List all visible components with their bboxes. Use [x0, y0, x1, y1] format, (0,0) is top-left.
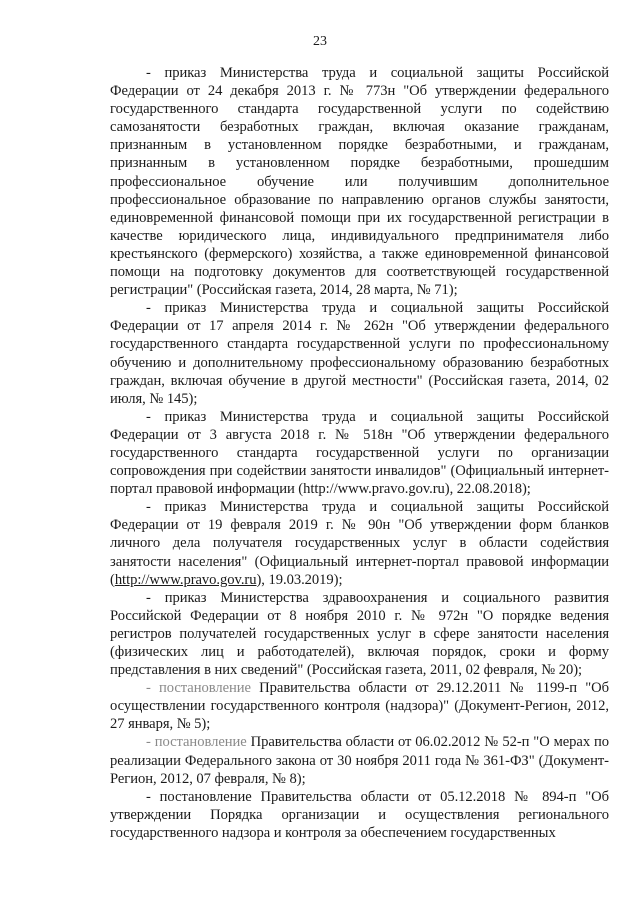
list-item [110, 408, 609, 498]
list-dash: - [146, 65, 151, 81]
item-text: Министерства труда и социальной защиты Российской Федерации от 24 декабря 2013 г. № 773н "Об утверждении федерального государственного стандарта государственной услуги по содействию самозанятости безработных граждан, включая оказание гражданам, признанным в установленном порядке безработными, и гражданам, признанным в установленном порядке безработными, прошедшим профессиональное обучение или получившим дополнительное профессиональное образование по направлению органов службы занятости, единовременной финансовой помощи при их государственной регистрации в качестве юридического лица, индивидуального предпринимателя либо крестьянского (фермерского) хозяйства, а также единовременной финансовой помощи на подготовку документов для соответствующей государственной регистрации" (Российская газета, 2014, 28 марта, № 71); [110, 65, 609, 299]
list-dash: - [146, 589, 151, 606]
item-text: Правительства области от 06.02.2012 № 52-п "О мерах по реализации Федерального закона от 30 ноября 2011 года № 361-ФЗ" (Документ-Регион, 2012, 07 февраля, № 8); [110, 734, 609, 787]
list-item [110, 679, 609, 733]
page-number: 23 [313, 34, 327, 49]
list-dash: - [146, 408, 151, 425]
list-item [110, 498, 609, 588]
item-lead: приказ [164, 408, 207, 425]
list-dash: - [146, 734, 151, 751]
item-text: Министерства здравоохранения и социального развития Российской Федерации от 8 ноября 2010 г. № 972н "О порядке ведения регистров получателей государственных услуг в сфере занятости населения (физических лиц и работодателей), включая порядок, сроки и форму представления в них сведений" (Российская газета, 2011, 02 февраля, № 20); [110, 589, 609, 679]
list-item [110, 788, 609, 842]
item-text: Министерства труда и социальной защиты Российской Федерации от 19 февраля 2019 г. № 90н "Об утверждении форм бланков личного дела получателя государственных услуг в области содействия занятости населения" (Официальный интернет-портал правовой информации ( [110, 499, 609, 588]
pravo-link[interactable]: http://www.pravo.gov.ru [114, 571, 257, 588]
item-lead: приказ [164, 300, 207, 317]
item-lead: приказ [164, 499, 207, 516]
list-item [110, 64, 609, 299]
item-text: Министерства труда и социальной защиты Российской Федерации от 3 августа 2018 г. № 518н "Об утверждении федерального государственного стандарта государственной услуги по организации сопровождения при содействии занятости инвалидов" (Официальный интернет-портал правовой информации (http://www.pravo.gov.ru), 22.08.2018); [110, 408, 609, 498]
list-item [110, 299, 609, 408]
list-dash: - [146, 300, 151, 317]
item-text: Правительства области от 29.12.2011 № 1199-п "Об осуществлении государственного контроля (надзора)" (Документ-Регион, 2012, 27 января, № 5); [110, 680, 609, 733]
list-dash: - [146, 499, 151, 516]
item-lead: приказ [164, 589, 207, 606]
item-lead: приказ [164, 65, 207, 81]
item-lead: постановление [158, 680, 251, 697]
item-text: Министерства труда и социальной защиты Российской Федерации от 17 апреля 2014 г. № 262н "Об утверждении федерального государственного стандарта государственной услуги по профессиональному обучению и дополнительному профессиональному образованию безработных граждан, включая обучение в другой местности" (Российская газета, 2014, 02 июля, № 145); [110, 300, 609, 407]
item-lead: постановление [154, 734, 247, 751]
document-body [110, 64, 609, 842]
item-text-after-link: ), 19.03.2019); [256, 571, 343, 588]
list-dash: - [146, 680, 151, 697]
list-dash: - [146, 788, 151, 805]
list-item [110, 733, 609, 787]
item-lead: постановление [159, 788, 252, 805]
list-item [110, 589, 609, 679]
item-text: Правительства области от 05.12.2018 № 894-п "Об утверждении Порядка организации и осуществления регионального государственного надзора и контроля за обеспечением государственных [110, 788, 609, 841]
